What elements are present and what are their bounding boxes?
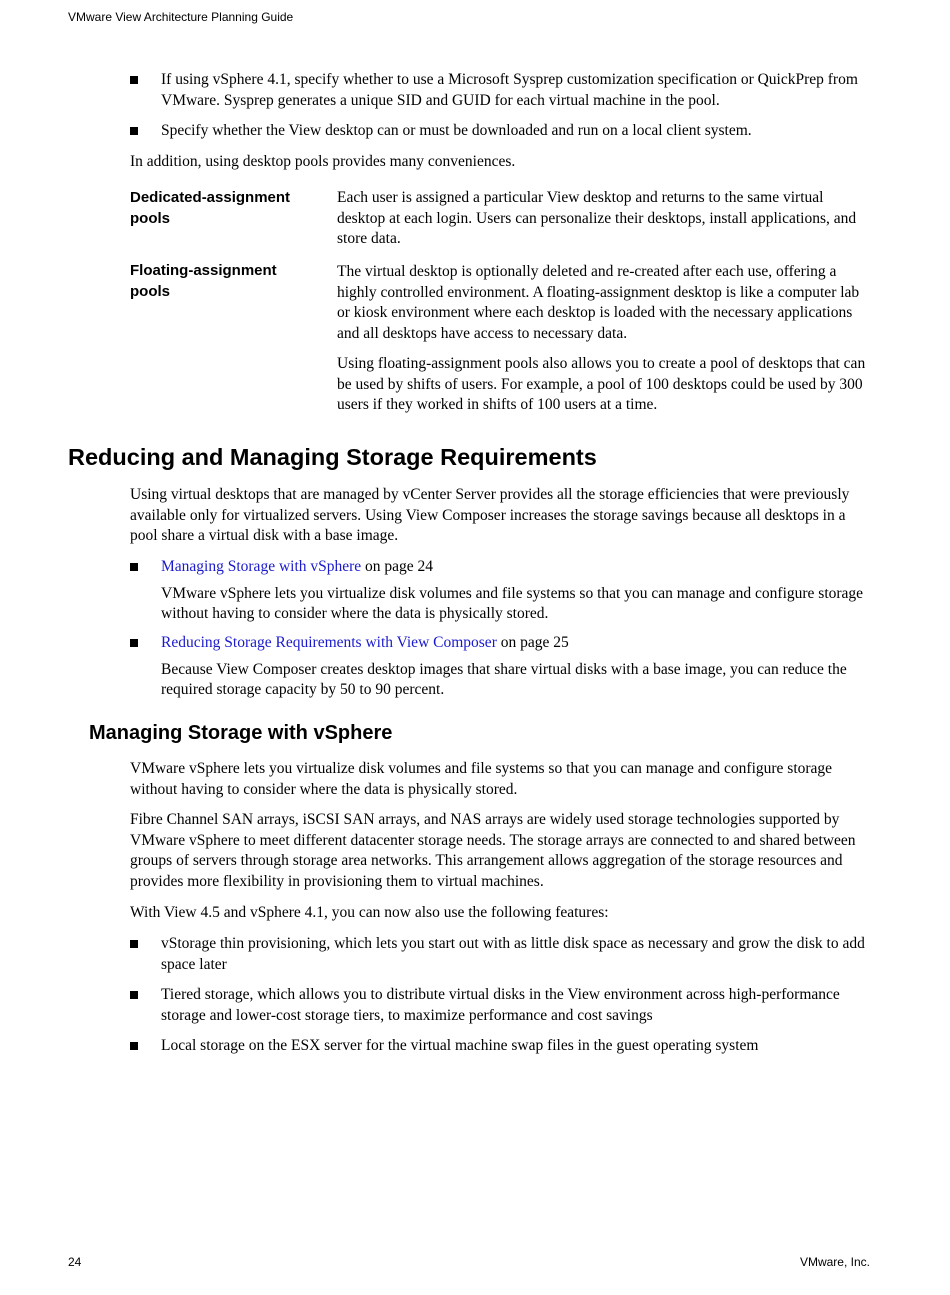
bullet-square-icon [130,563,138,571]
bullet-square-icon [130,940,138,948]
link-reducing-storage-view-composer[interactable]: Reducing Storage Requirements with View Composer [161,634,497,651]
paragraph: VMware vSphere lets you virtualize disk volumes and file systems so that you can manage and configure storage without having to consider where the data is physically stored. [130,760,833,798]
term-floating-assignment: Floating-assignment pools [130,262,277,300]
footer-company: VMware, Inc. [799,1255,870,1269]
list-item-description: VMware vSphere lets you virtualize disk volumes and file systems so that you can manage and configure storage without having to consider where the data is physically stored. [161,584,864,622]
definition-floating-assignment: The virtual desktop is optionally deleted and re-created after each use, offering a highly controlled environment. A floating-assignment desktop is like a computer lab or kiosk environment where each desktop is loaded with the necessary applications and all desktops have access to necessary data. [337,263,860,342]
page-reference: on page 25 [496,634,569,651]
list-item [130,633,872,701]
term-dedicated-assignment: Dedicated-assignment pools [130,189,291,227]
bullet-square-icon [130,639,138,647]
definition-dedicated-assignment: Each user is assigned a particular View desktop and returns to the same virtual desktop at each login. Users can personalize their desktops, install applications, and store data. [337,189,857,247]
list-item [130,70,872,111]
bullet-square-icon [130,76,138,84]
subsection-heading: Managing Storage with vSphere [89,722,393,744]
list-item [130,934,872,975]
paragraph: Fibre Channel SAN arrays, iSCSI SAN arrays, and NAS arrays are widely used storage technologies supported by VMware vSphere to meet different datacenter storage needs. The storage arrays are connected to and shared between groups of servers through storage area networks. This arrangement allows aggregation of the storage resources and provides more flexibility in provisioning them to virtual machines. [130,811,856,890]
page-number: 24 [68,1255,82,1269]
bullet-square-icon [130,1042,138,1050]
page-reference: on page 24 [361,558,434,575]
bullet-square-icon [130,991,138,999]
definition-floating-assignment-extra: Using floating-assignment pools also allows you to create a pool of desktops that can be used by shifts of users. For example, a pool of 100 desktops could be used by 300 users if they worked in shifts of 100 users at a time. [337,355,866,413]
bullet-square-icon [130,127,138,135]
paragraph: With View 4.5 and vSphere 4.1, you can now also use the following features: [130,904,609,921]
running-header: VMware View Architecture Planning Guide [68,10,294,24]
list-item [130,121,872,142]
list-item-text: If using vSphere 4.1, specify whether to use a Microsoft Sysprep customization specification or QuickPrep from VMware. Sysprep generates a unique SID and GUID for each virtual machine in the pool. [161,71,858,109]
list-item [130,557,872,625]
section-heading: Reducing and Managing Storage Requirements [68,444,597,470]
list-item-text: Tiered storage, which allows you to distribute virtual disks in the View environment across high-performance storage and lower-cost storage tiers, to maximize performance and cost savings [161,986,840,1024]
intro-paragraph: In addition, using desktop pools provides many conveniences. [130,153,516,170]
list-item-text: vStorage thin provisioning, which lets you start out with as little disk space as necessary and grow the disk to add space later [161,935,865,973]
list-item-text: Local storage on the ESX server for the virtual machine swap files in the guest operating system [161,1037,759,1054]
list-item-description: Because View Composer creates desktop images that share virtual disks with a base image, you can reduce the required storage capacity by 50 to 90 percent. [161,660,847,698]
list-item [130,1036,872,1057]
link-managing-storage-vsphere[interactable]: Managing Storage with vSphere [161,558,362,575]
list-item [130,985,872,1026]
section-intro: Using virtual desktops that are managed by vCenter Server provides all the storage efficiencies that were previously available only for virtualized servers. Using View Composer increases the storage savings because all desktops in a pool share a virtual disk with a base image. [130,486,850,544]
list-item-text: Specify whether the View desktop can or must be downloaded and run on a local client system. [161,122,752,139]
